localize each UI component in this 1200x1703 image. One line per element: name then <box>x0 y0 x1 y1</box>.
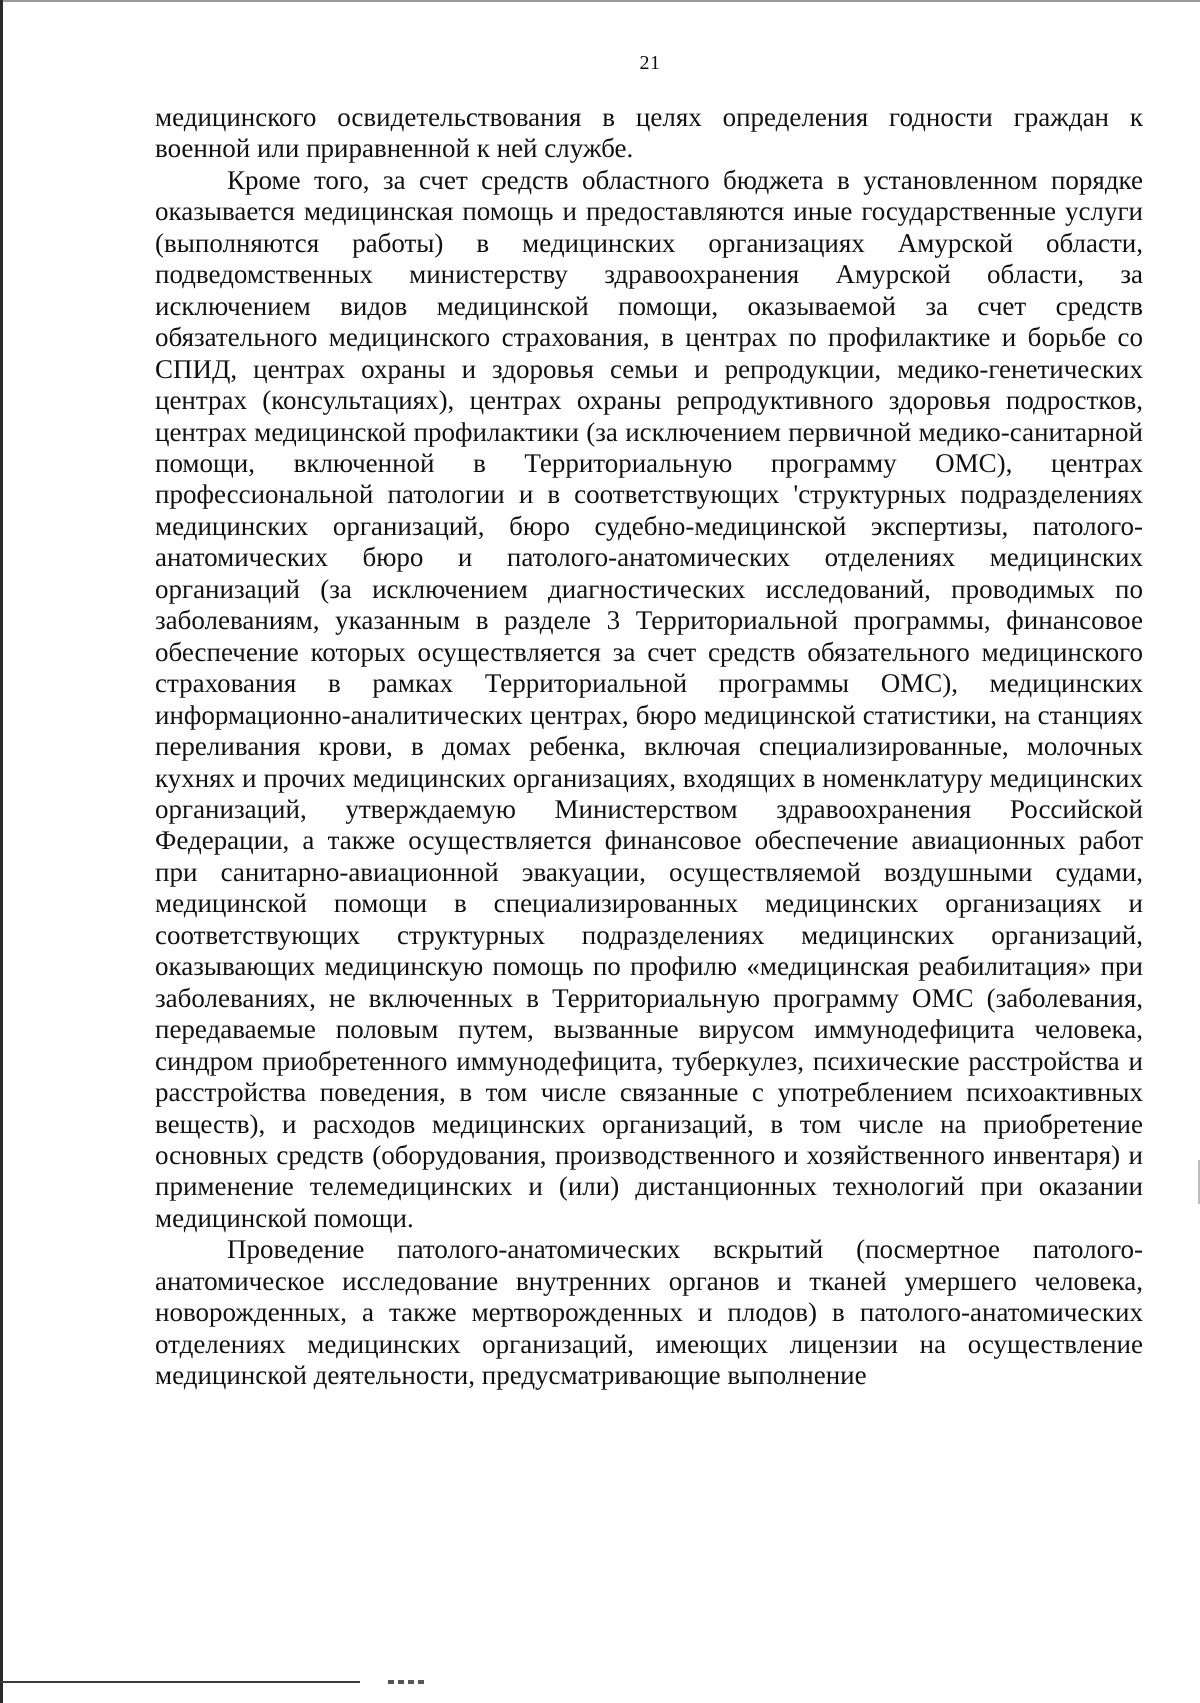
bottom-mark <box>388 1680 428 1684</box>
paragraph-continuation: медицинского освидетельствования в целях определения годности граждан к военной или приравненной к ней службе. <box>155 102 1143 164</box>
bottom-rule <box>0 1681 360 1683</box>
paragraph-budget-funding: Кроме того, за счет средств областного бюджета в установленном порядке оказывается медицинская помощь и предоставляются иные государственные услуги (выполняются работы) в медицинских организациях Амурской области, подведомственных министерству здравоохранения Амурской области, за исключением видов медицинской помощи, оказываемой за счет средств обязательного медицинского страхования, в центрах по профилактике и борьбе со СПИД, центрах охраны и здоровья семьи и репродукции, медико-генетических центрах (консультациях), центрах охраны репродуктивного здоровья подростков, центрах медицинской профилактики (за исключением первичной медико-санитарной помощи, включенной в Территориальную программу ОМС), центрах профессиональной патологии и в соответствующих 'структурных подразделениях медицинских организаций, бюро судебно-медицинской экспертизы, патолого-анатомических бюро и патолого-анатомических отделениях медицинских организаций (за исключением диагностических исследований, проводимых по заболеваниям, указанным в разделе 3 Территориальной программы, финансовое обеспечение которых осуществляется за счет средств обязательного медицинского страхования в рамках Территориальной программы ОМС), медицинских информационно-аналитических центрах, бюро медицинской статистики, на станциях переливания крови, в домах ребенка, включая специализированные, молочных кухнях и прочих медицинских организациях, входящих в номенклатуру медицинских организаций, утверждаемую Министерством здравоохранения Российской Федерации, а также осуществляется финансовое обеспечение авиационных работ при санитарно-авиационной эвакуации, осуществляемой воздушными судами, медицинской помощи в специализированных медицинских организациях и соответствующих структурных подразделениях медицинских организаций, оказывающих медицинскую помощь по профилю «медицинская реабилитация» при заболеваниях, не включенных в Территориальную программу ОМС (заболевания, передаваемые половым путем, вызванные вирусом иммунодефицита человека, синдром приобретенного иммунодефицита, туберкулез, психические расстройства и расстройства поведения, в том числе связанные с употреблением психоактивных веществ), и расходов медицинских организаций, в том числе на приобретение основных средств (оборудования, производственного и хозяйственного инвентаря) и применение телемедицинских и (или) дистанционных технологий при оказании медицинской помощи. <box>155 164 1143 1233</box>
scan-edge-top <box>0 0 1200 2</box>
page-number: 21 <box>639 52 661 74</box>
scan-edge-left <box>0 0 3 1703</box>
paragraph-autopsies: Проведение патолого-анатомических вскрытий (посмертное патолого-анатомическое исследование внутренних органов и тканей умершего человека, новорожденных, а также мертворожденных и плодов) в патолого-анатомических отделениях медицинских организаций, имеющих лицензии на осуществление медицинской деятельности, предусматривающие выполнение <box>155 1234 1143 1391</box>
document-body <box>155 102 1143 1392</box>
